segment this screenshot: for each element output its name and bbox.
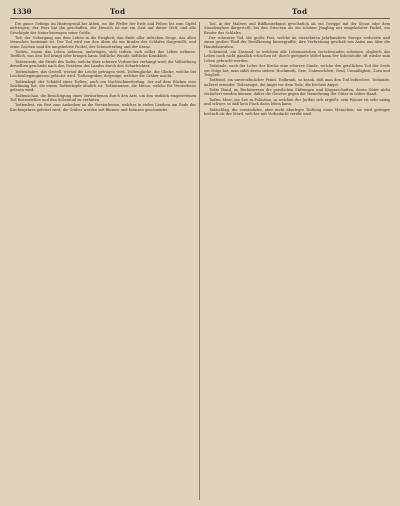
page-number: 1330 (12, 7, 32, 16)
paragraph: Todte Hand, im Rechtswesen die geistlichen Stiftungen und Körperschaften, deren Güter nicht veräußert werden können; daher die Gesetze gegen die Vermehrung der Güter in todter Hand. (204, 88, 390, 97)
header-rule (10, 18, 390, 19)
paragraph: Todfeind, ein unversöhnlicher Feind. Todkrank, so krank, daß man den Tod befürchtet. Todmüde, äußerst ermüdet. Todesangst, die Angst vor dem Tode; die höchste Angst. (204, 78, 390, 87)
paragraph: Todtenbahre, das Gestell, worauf die Leiche getragen wird. Todtenglocke, die Glocke, welche bei Leichenbegängnissen geläutet wird. Todtengräber, derjenige, welcher die Gräber macht. (10, 69, 196, 79)
paragraph: Todsünde, nach der Lehre der Kirche eine schwere Sünde, welche den geistlichen Tod der Seele zur Folge hat; man zählt deren sieben: Hochmuth, Geiz, Unkeuschheit, Neid, Unmäßigkeit, Zorn und Trägheit. (204, 64, 390, 77)
paragraph: Tod, in der Malerei und Bildhauerkunst gewöhnlich als ein Gerippe mit der Sense oder dem Stundenglase dargestellt; bei den Griechen als ein schöner Jüngling mit umgekehrter Fackel, ein Bruder des Schlafes. (204, 22, 390, 35)
paragraph: Todtenfest, ein Fest zum Andenken an die Verstorbenen, welches in vielen Ländern am Ende des Kirchenjahres gefeiert wird; die Gräber werden mit Blumen und Kränzen geschmückt. (10, 103, 196, 112)
running-head-right: Tod (292, 7, 308, 16)
paragraph: Todtenschau, die Besichtigung eines Verstorbenen durch den Arzt, um den wirklich eingetretenen Tod festzustellen und den Scheintod zu verhüten. (10, 93, 196, 102)
paragraph: Todesstrafe, die Strafe des Todes, welche über schwere Verbrecher verhängt wird; die Vollziehung derselben geschieht nach den Gesetzen des Landes durch den Scharfrichter. (10, 59, 196, 69)
paragraph: Die ganze Gebirge im Hintergrund bei Athen, wo die Pfeiler der Erde und Felsen bis zum Gipfel aufsteigen; der Herr hat ihn geschaffen, der Mensch ist nur ein Gast auf dieser Welt, und alle Geschöpfe der Natur bezeugen seine Größe. (10, 22, 196, 35)
paragraph: Todtes Meer, ein See in Palästina, in welchen der Jordan sich ergießt; sein Wasser ist sehr salzig und schwer, so daß kein Fisch darin leben kann. (204, 97, 390, 107)
paragraph: Tödten, einem das Leben nehmen, umbringen; sich tödten, sich selbst das Leben nehmen. Tödtlich, was den Tod bringt oder bringen kann; tödtliche Wunde, tödtliche Krankheit. (10, 50, 196, 59)
paragraph: Todtschlag, die vorsätzliche, aber nicht überlegte Tödtung eines Menschen; sie wird geringer bestraft als der Mord, welcher mit Vorbedacht verübt wird. (204, 107, 390, 116)
paragraph: Der schwarze Tod, die große Pest, welche im vierzehnten Jahrhunderte Europa verheerte und einen großen Theil der Bevölkerung hinwegraffte; ihre Verbreitung geschah von Asien aus über die Handelsstraßen. (204, 36, 390, 49)
column-divider (199, 22, 200, 500)
paragraph: Tod, der Uebergang aus dem Leben in die Ewigkeit; das Ende aller irdischen Dinge, das allen Menschen bestimmt ist. Der Tod wird von den Alten als ein Bruder des Schlafes dargestellt, und seine Zeichen sind die umgekehrte Fackel, der Schmetterling und der Kranz. (10, 36, 196, 49)
page-header (10, 6, 390, 18)
paragraph: Todtenkopf, der Schädel eines Todten; auch ein Nachtschmetterling, der auf dem Rücken eine Zeichnung hat, die einem Todtenkopfe ähnlich ist. Todtenmesse, die Messe, welche für Verstorbene gelesen wird. (10, 79, 196, 93)
running-head-left: Tod (110, 7, 126, 16)
paragraph: Scheintod, ein Zustand, in welchem alle Lebenszeichen verschwunden scheinen, obgleich das Leben noch nicht gänzlich erloschen ist; durch geeignete Mittel kann der Scheintodte oft wieder zum Leben gebracht werden. (204, 50, 390, 63)
right-column (204, 22, 390, 500)
left-column (10, 22, 196, 500)
